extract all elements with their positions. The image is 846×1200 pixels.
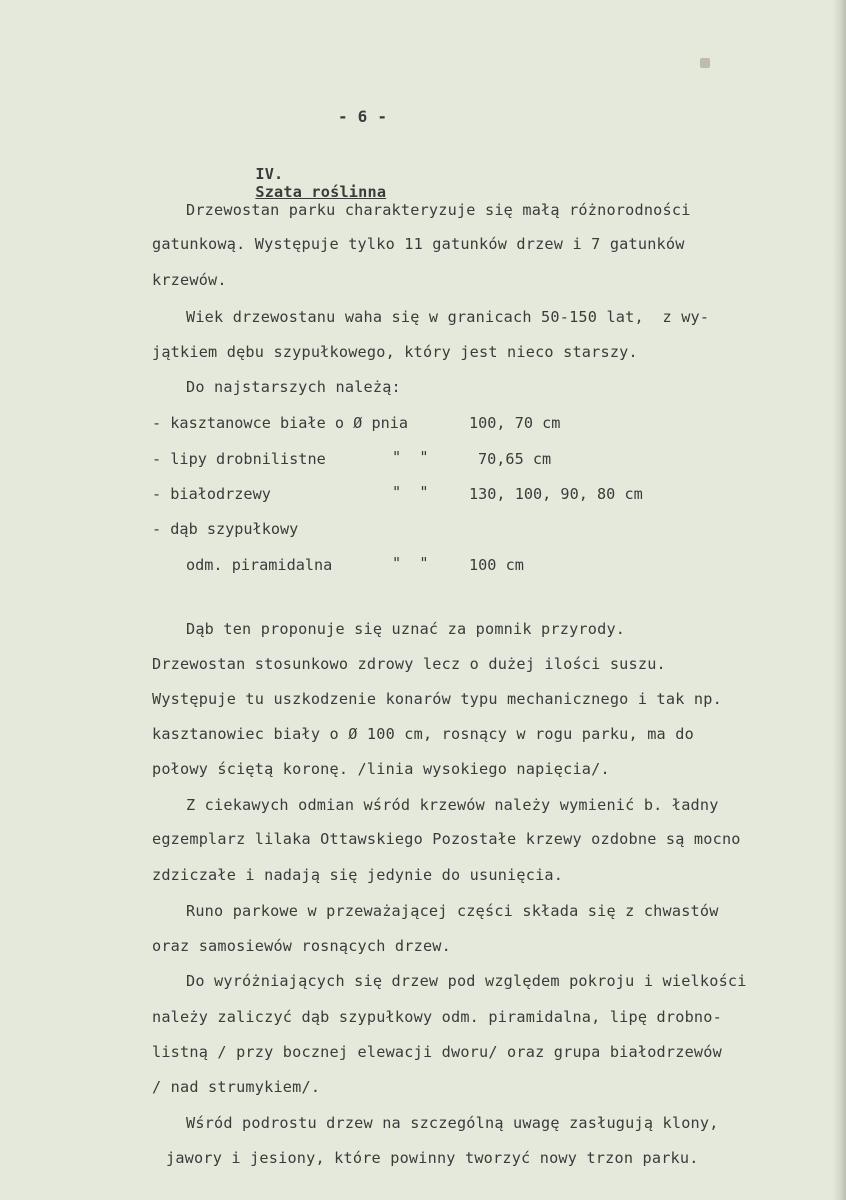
paragraph-line: egzemplarz lilaka Ottawskiego Pozostałe krzewy ozdobne są mocno (152, 830, 741, 848)
page-number: - 6 - (338, 107, 388, 126)
paragraph-line: Z ciekawych odmian wśród krzewów należy wymienić b. ładny (186, 796, 719, 814)
paragraph-line: Drzewostan parku charakteryzuje się małą różnorodności (186, 201, 691, 219)
tree-name: - lipy drobnilistne (152, 450, 326, 468)
paragraph-line: jątkiem dębu szypułkowego, który jest nieco starszy. (152, 343, 638, 361)
paragraph-line: krzewów. (152, 271, 227, 289)
paragraph-line: gatunkową. Występuje tylko 11 gatunków drzew i 7 gatunków (152, 235, 685, 253)
paragraph-line: Do najstarszych należą: (186, 378, 401, 396)
paragraph-line: Runo parkowe w przeważającej części składa się z chwastów (186, 902, 719, 920)
page-edge-shadow (832, 0, 846, 1200)
paragraph-line: należy zaliczyć dąb szypułkowy odm. piramidalna, lipę drobno- (152, 1008, 722, 1026)
ditto-marks: " " (392, 448, 429, 466)
paragraph-line: zdziczałe i nadają się jedynie do usunięcia. (152, 866, 564, 884)
paragraph-line: listną / przy bocznej elewacji dworu/ oraz grupa białodrzewów (152, 1043, 722, 1061)
paragraph-line: oraz samosiewów rosnących drzew. (152, 937, 451, 955)
paragraph-line: Występuje tu uszkodzenie konarów typu mechanicznego i tak np. (152, 690, 722, 708)
paragraph-line: Drzewostan stosunkowo zdrowy lecz o dużej ilości suszu. (152, 655, 666, 673)
section-title: Szata roślinna (255, 183, 387, 201)
ditto-marks: " " (392, 483, 429, 501)
paragraph-line: Wiek drzewostanu waha się w granicach 50-150 lat, z wy- (186, 308, 710, 326)
tree-values: 70,65 cm (478, 450, 552, 468)
paragraph-line: jawory i jesiony, które powinny tworzyć nowy trzon parku. (166, 1149, 699, 1167)
tree-name: odm. piramidalna (186, 556, 333, 574)
tree-values: 100 cm (469, 556, 524, 574)
ditto-marks: " " (392, 554, 429, 572)
tree-values: 100, 70 cm (469, 414, 561, 432)
paragraph-line: połowy ściętą koronę. /linia wysokiego napięcia/. (152, 760, 610, 778)
tree-values: 130, 100, 90, 80 cm (469, 485, 643, 503)
paragraph-line: / nad strumykiem/. (152, 1078, 321, 1096)
paragraph-line: Do wyróżniających się drzew pod względem pokroju i wielkości (186, 972, 747, 990)
paragraph-line: Wśród podrostu drzew na szczególną uwagę zasługują klony, (186, 1114, 719, 1132)
paragraph-line: Dąb ten proponuje się uznać za pomnik przyrody. (186, 620, 626, 638)
paper-stain (700, 58, 710, 68)
tree-name: - białodrzewy (152, 485, 271, 503)
tree-name: - kasztanowce białe o Ø pnia (152, 414, 409, 432)
tree-name: - dąb szypułkowy (152, 520, 299, 538)
paragraph-line: kasztanowiec biały o Ø 100 cm, rosnący w rogu parku, ma do (152, 725, 694, 743)
section-number: IV. (255, 165, 284, 183)
